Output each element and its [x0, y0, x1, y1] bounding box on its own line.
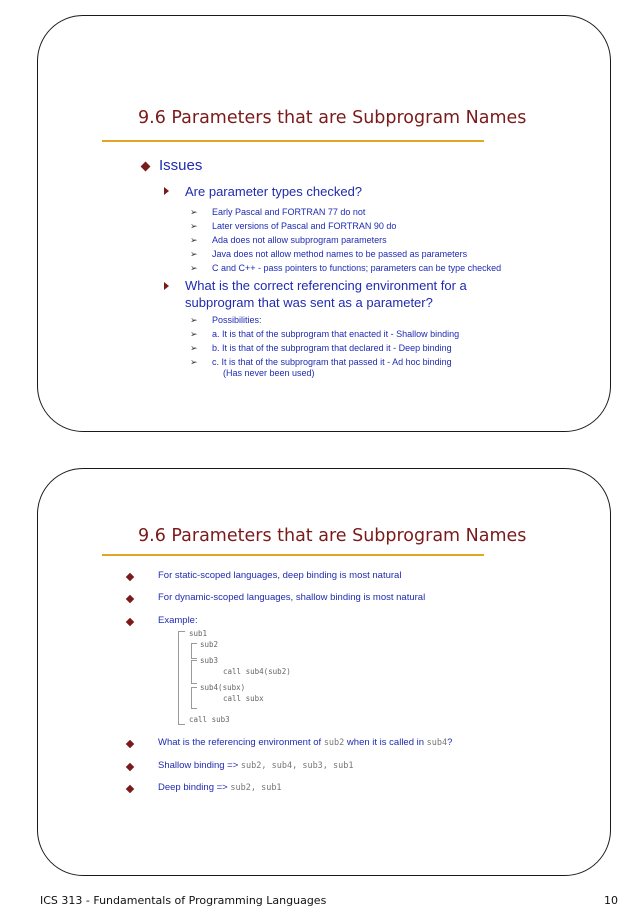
bullet-deep-binding — [158, 782, 282, 793]
page-number: 10 — [604, 894, 618, 907]
diamond-bullet-icon — [126, 595, 134, 603]
question-ref-env-line1: What is the correct referencing environment for a — [185, 278, 467, 293]
diamond-bullet-icon — [126, 763, 134, 771]
code-line: call sub4(sub2) — [223, 667, 291, 676]
code-inline: sub2, sub1 — [230, 783, 282, 793]
bullet-example: Example: — [158, 615, 198, 626]
text-run: What is the referencing environment of — [158, 737, 324, 748]
code-line: sub1 — [189, 629, 208, 638]
diamond-bullet-icon — [126, 573, 134, 581]
code-inline: sub4 — [426, 738, 448, 748]
diamond-bullet-icon — [141, 162, 151, 172]
diamond-bullet-icon — [126, 740, 134, 748]
arrow-bullet-icon: ➢ — [190, 221, 198, 231]
triangle-bullet-icon — [164, 282, 169, 290]
text-run: when it is called in — [344, 737, 427, 748]
title-rule — [102, 140, 484, 142]
bracket-sub1 — [178, 631, 185, 725]
arrow-bullet-icon: ➢ — [190, 235, 198, 245]
text-run: ? — [447, 737, 453, 748]
code-line: call subx — [223, 694, 264, 703]
list-item: C and C++ - pass pointers to functions; parameters can be type checked — [212, 263, 502, 273]
list-item: Possibilities: — [212, 315, 262, 325]
arrow-bullet-icon: ➢ — [190, 249, 198, 259]
triangle-bullet-icon — [164, 187, 169, 195]
bracket-sub2 — [191, 643, 197, 659]
arrow-bullet-icon: ➢ — [190, 263, 198, 273]
list-item: b. It is that of the subprogram that declared it - Deep binding — [212, 343, 452, 353]
list-item: c. It is that of the subprogram that passed it - Ad hoc binding — [212, 357, 452, 367]
arrow-bullet-icon: ➢ — [190, 329, 198, 339]
bullet-shallow-binding — [158, 760, 354, 771]
arrow-bullet-icon: ➢ — [190, 207, 198, 217]
list-item-note: (Has never been used) — [223, 368, 315, 378]
bullet-ref-env-question — [158, 737, 452, 748]
code-line: sub4(subx) — [200, 683, 246, 692]
question-ref-env-line2: subprogram that was sent as a parameter? — [185, 295, 433, 310]
diamond-bullet-icon — [126, 618, 134, 626]
list-item: Ada does not allow subprogram parameters — [212, 235, 387, 245]
diamond-bullet-icon — [126, 785, 134, 793]
arrow-bullet-icon: ➢ — [190, 343, 198, 353]
code-line: sub3 — [200, 656, 219, 665]
text-run: Deep binding => — [158, 782, 231, 793]
code-line: sub2 — [200, 640, 219, 649]
arrow-bullet-icon: ➢ — [190, 315, 198, 325]
bracket-sub3 — [191, 660, 197, 684]
text-run: Shallow binding => — [158, 760, 241, 771]
list-item: a. It is that of the subprogram that enacted it - Shallow binding — [212, 329, 460, 339]
title-rule — [102, 554, 484, 556]
bullet-static-scoped: For static-scoped languages, deep binding is most natural — [158, 570, 402, 581]
question-param-types: Are parameter types checked? — [185, 184, 363, 199]
arrow-bullet-icon: ➢ — [190, 357, 198, 367]
bullet-dynamic-scoped: For dynamic-scoped languages, shallow binding is most natural — [158, 592, 426, 603]
slide-1 — [37, 15, 611, 432]
slide-1-title: 9.6 Parameters that are Subprogram Names — [138, 108, 527, 128]
list-item: Java does not allow method names to be passed as parameters — [212, 249, 468, 259]
list-item: Later versions of Pascal and FORTRAN 90 do — [212, 221, 397, 231]
bullet-issues: Issues — [159, 157, 203, 174]
code-inline: sub2, sub4, sub3, sub1 — [240, 761, 354, 771]
bracket-sub4 — [191, 687, 197, 709]
slide-2-title: 9.6 Parameters that are Subprogram Names — [138, 526, 527, 546]
footer-course: ICS 313 - Fundamentals of Programming Languages — [40, 894, 327, 907]
code-line: call sub3 — [189, 715, 230, 724]
slide-2 — [37, 468, 611, 876]
list-item: Early Pascal and FORTRAN 77 do not — [212, 207, 366, 217]
code-inline: sub2 — [323, 738, 345, 748]
